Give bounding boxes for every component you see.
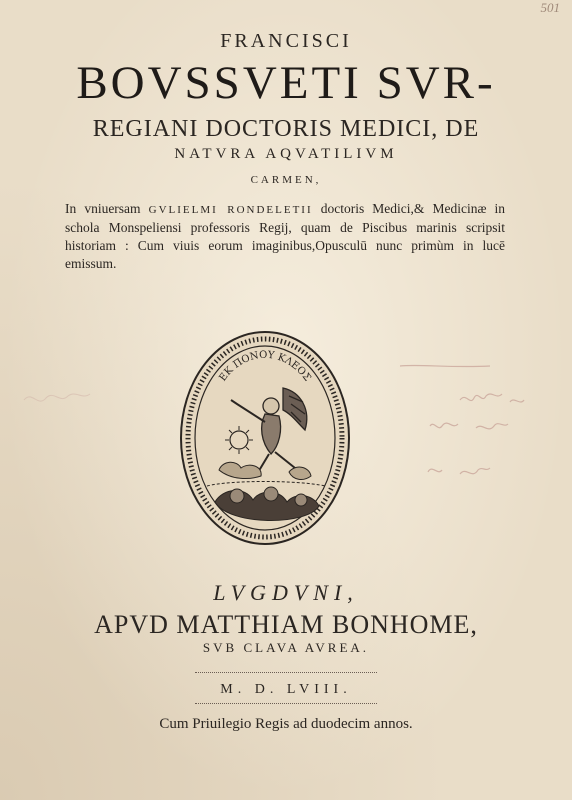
author-first-name: FRANCISCI <box>220 30 352 52</box>
printers-device-emblem <box>179 330 351 546</box>
divider-rule-bottom <box>195 703 377 704</box>
dedication-rest: doctoris Medici,& Medicinæ in schola Monspeliensi professoris Regij, quam de Piscibus marinis scripsit historiam : Cum viuis eorum imaginibus,Opusculū nunc primùm in lucē emissum. <box>65 201 506 271</box>
imprint-sign: SVB CLAVA AVREA. <box>202 640 370 655</box>
device-motto: ΕΚ ΠΟΝΟΥ ΚΛΕΟΣ <box>217 349 313 384</box>
imprint-printer: APVD MATTHIAM BONHOME, <box>94 610 478 639</box>
title-line-5: CARMEN, <box>250 174 322 186</box>
dedication-name: GVLIELMI RONDELETII <box>148 204 313 216</box>
manuscript-annotation <box>400 360 572 490</box>
dedication-prefix: In vniuersam <box>65 201 141 216</box>
manuscript-annotation-left <box>20 380 140 440</box>
author-last-name: BOVSSVETI SVR- <box>76 57 496 109</box>
title-line-4: NATVRA AQVATILIVM <box>174 146 398 162</box>
title-line-3: REGIANI DOCTORIS MEDICI, DE <box>92 116 480 142</box>
dedication-text <box>65 200 505 273</box>
royal-privilege: Cum Priuilegio Regis ad duodecim annos. <box>159 716 413 732</box>
imprint-city: LVGDVNI, <box>213 580 359 605</box>
imprint-date: M. D. LVIII. <box>220 682 352 697</box>
divider-rule-top <box>195 672 377 673</box>
folio-mark: 501 <box>540 0 560 15</box>
